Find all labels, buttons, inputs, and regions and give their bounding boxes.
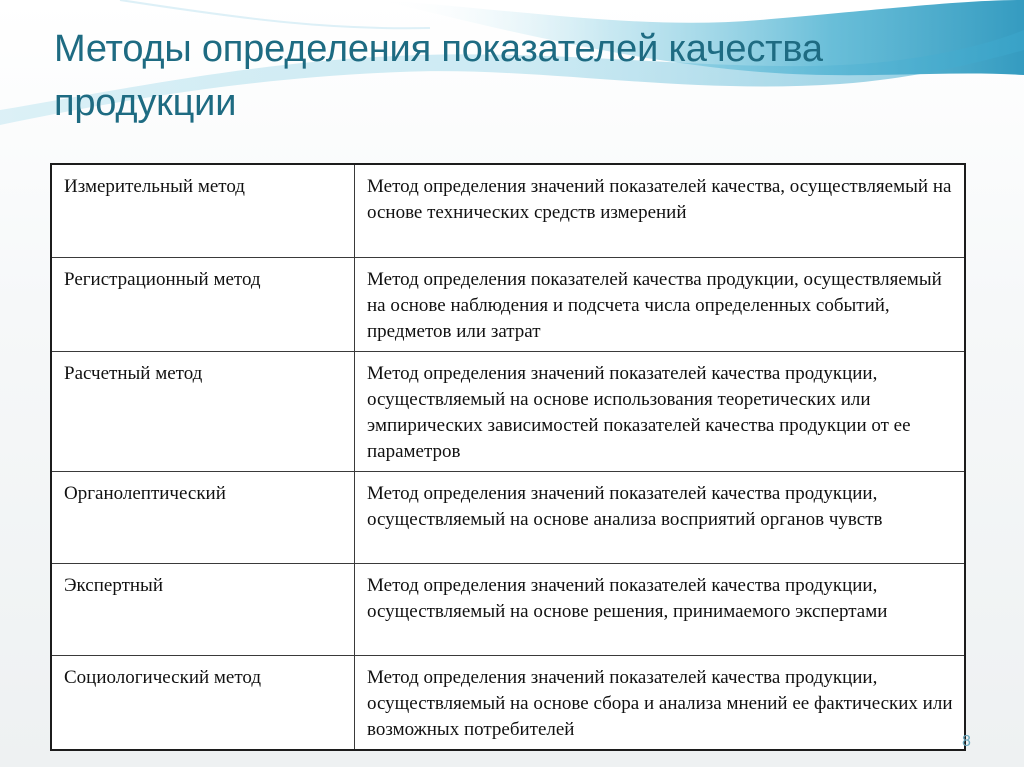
method-description-cell: Метод определения значений показателей качества продукции, осуществляемый на основе сбора и анализа мнений ее фактических или возможных потребителей [355,655,966,750]
method-name-cell: Социологический метод [51,655,355,750]
table-row [51,471,965,563]
slide-title: Методы определения показателей качества продукции [54,28,823,124]
table-row [51,257,965,351]
methods-table [50,163,966,751]
method-description-cell: Метод определения значений показателей качества продукции, осуществляемый на основе решения, принимаемого экспертами [355,563,966,655]
method-description-cell: Метод определения показателей качества продукции, осуществляемый на основе наблюдения и подсчета числа определенных событий, предметов или затрат [355,257,966,351]
method-name-cell: Расчетный метод [51,351,355,471]
table-row [51,351,965,471]
method-description-cell: Метод определения значений показателей качества продукции, осуществляемый на основе анализа восприятий органов чувств [355,471,966,563]
method-name-cell: Регистрационный метод [51,257,355,351]
page-number: 8 [962,733,971,750]
table-row [51,655,965,750]
method-name-cell: Органолептический [51,471,355,563]
method-name-cell: Измерительный метод [51,164,355,257]
method-name-cell: Экспертный [51,563,355,655]
method-description-cell: Метод определения значений показателей качества продукции, осуществляемый на основе использования теоретических или эмпирических зависимостей показателей качества продукции от ее параметров [355,351,966,471]
table-row [51,563,965,655]
method-description-cell: Метод определения значений показателей качества, осуществляемый на основе технических средств измерений [355,164,966,257]
table-row [51,164,965,257]
